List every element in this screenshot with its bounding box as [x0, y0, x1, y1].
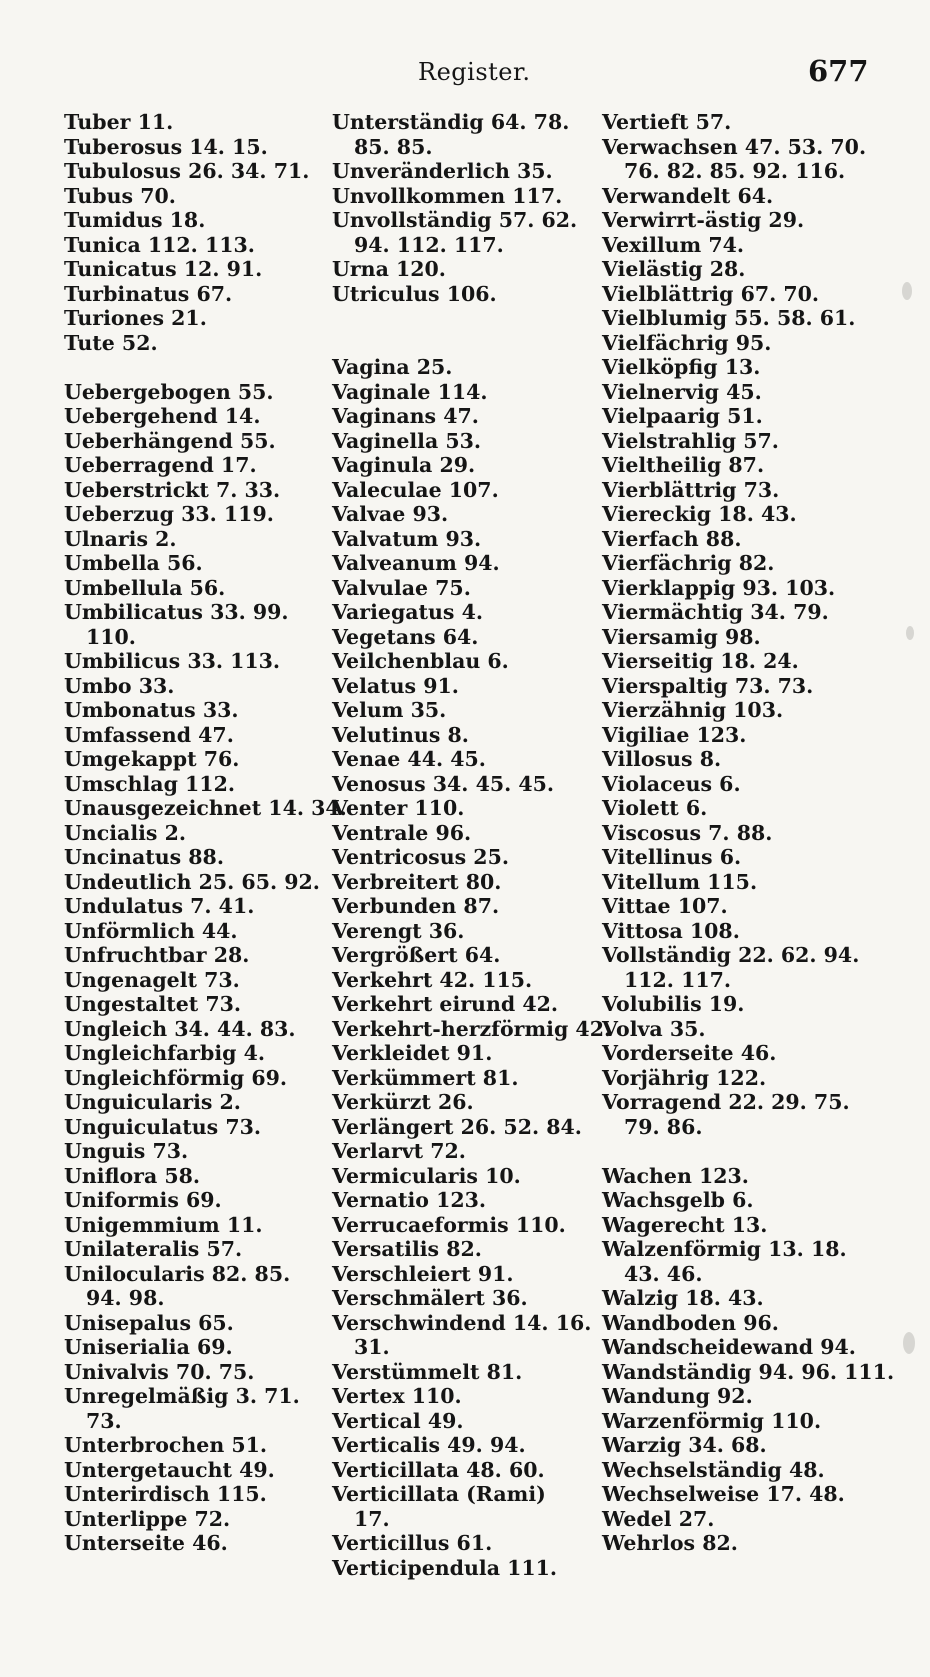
- index-entry: Umgekappt 76.: [64, 747, 240, 771]
- index-entry: Vertieft 57.: [602, 110, 732, 134]
- index-entry: Wandscheidewand 94.: [602, 1335, 856, 1359]
- index-entry: 76. 82. 85. 92. 116.: [624, 159, 846, 183]
- index-entry: Vertical 49.: [332, 1408, 464, 1433]
- index-entry: Vierzähnig 103.: [602, 698, 784, 722]
- index-entry: Vexillum 74.: [602, 232, 745, 257]
- index-entry: Unveränderlich 35.: [332, 159, 553, 183]
- index-entry: Ungleichfarbig 4.: [64, 1041, 266, 1065]
- index-entry: Unilocularis 82. 85.: [64, 1261, 291, 1286]
- index-entry: Tuber 11.: [64, 110, 174, 134]
- index-entry: Unvollkommen 117.: [332, 183, 563, 208]
- index-entry: Unterirdisch 115.: [64, 1482, 267, 1506]
- index-entry: Verlarvt 72.: [332, 1139, 466, 1163]
- index-entry: Tubus 70.: [64, 183, 176, 208]
- index-entry: Undeutlich 25. 65. 92.: [64, 869, 320, 894]
- index-entry: Venter 110.: [332, 796, 465, 820]
- index-entry: Umfassend 47.: [64, 722, 234, 747]
- index-entry: Ventricosus 25.: [332, 845, 509, 869]
- index-column-2: [332, 110, 612, 1580]
- index-entry: Ungenagelt 73.: [64, 967, 240, 992]
- page-header: [0, 52, 930, 92]
- index-entry: Unvollständig 57. 62.: [332, 208, 578, 232]
- section-gap: [64, 355, 339, 380]
- index-entry: Uebergebogen 55.: [64, 379, 274, 404]
- index-entry: Uniformis 69.: [64, 1188, 222, 1212]
- section-gap: [602, 1139, 902, 1164]
- index-entry: Verlängert 26. 52. 84.: [332, 1114, 582, 1139]
- index-entry: Vaginans 47.: [332, 404, 479, 428]
- index-entry: 85. 85.: [354, 134, 433, 159]
- index-entry: Unguicularis 2.: [64, 1090, 241, 1114]
- index-entry: Ueberhängend 55.: [64, 428, 276, 453]
- index-entry: Verschleiert 91.: [332, 1261, 514, 1286]
- index-entry: Vorragend 22. 29. 75.: [602, 1090, 850, 1114]
- index-entry: Uebergehend 14.: [64, 404, 261, 428]
- index-entry: Vierblättrig 73.: [602, 477, 780, 502]
- index-entry: Warzig 34. 68.: [602, 1433, 767, 1457]
- index-entry: Vielnervig 45.: [602, 379, 762, 404]
- index-entry: Uniflora 58.: [64, 1163, 201, 1188]
- index-entry: Verbreitert 80.: [332, 869, 502, 894]
- page-number: 677: [808, 54, 869, 88]
- index-entry: Vorjährig 122.: [602, 1065, 767, 1090]
- index-entry: Unigemmium 11.: [64, 1212, 263, 1237]
- index-entry: Wagerecht 13.: [602, 1212, 768, 1237]
- index-column-1: [64, 110, 347, 1556]
- index-entry: 94. 112. 117.: [354, 232, 504, 257]
- index-entry: Turiones 21.: [64, 306, 207, 330]
- index-entry: Vielblättrig 67. 70.: [602, 281, 820, 306]
- index-entry: Vielblumig 55. 58. 61.: [602, 306, 856, 330]
- index-entry: Vegetans 64.: [332, 624, 479, 649]
- index-entry: Wachen 123.: [602, 1163, 749, 1188]
- index-entry: Ueberstrickt 7. 33.: [64, 477, 281, 502]
- index-entry: Tumidus 18.: [64, 208, 206, 232]
- index-entry: Uncialis 2.: [64, 820, 186, 845]
- index-entry: Untergetaucht 49.: [64, 1457, 275, 1482]
- index-entry: Vierfach 88.: [602, 526, 742, 551]
- index-entry: Wandung 92.: [602, 1384, 753, 1408]
- index-entry: 43. 46.: [624, 1261, 703, 1286]
- index-entry: Venosus 34. 45. 45.: [332, 771, 555, 796]
- index-entry: Utriculus 106.: [332, 281, 497, 306]
- index-entry: Verkümmert 81.: [332, 1065, 519, 1090]
- index-entry: Verwachsen 47. 53. 70.: [602, 134, 867, 159]
- index-entry: Verticillus 61.: [332, 1531, 493, 1555]
- index-entry: Veilchenblau 6.: [332, 649, 509, 673]
- index-entry: Valvae 93.: [332, 502, 449, 526]
- index-entry: Vielköpfig 13.: [602, 355, 761, 379]
- index-entry: Unterlippe 72.: [64, 1506, 231, 1531]
- index-entry: Viersamig 98.: [602, 624, 761, 649]
- index-entry: Verticillata (Rami): [332, 1482, 546, 1506]
- index-entry: Tute 52.: [64, 330, 158, 355]
- index-entry: Verrucaeformis 110.: [332, 1212, 566, 1237]
- index-entry: Wechselständig 48.: [602, 1457, 825, 1482]
- index-entry: Tunicatus 12. 91.: [64, 257, 263, 281]
- index-entry: Valvulae 75.: [332, 575, 471, 600]
- index-entry: Versatilis 82.: [332, 1237, 482, 1261]
- index-entry: Unguis 73.: [64, 1139, 189, 1163]
- index-entry: Vergrößert 64.: [332, 943, 501, 967]
- index-entry: Ungestaltet 73.: [64, 992, 242, 1016]
- index-entry: Villosus 8.: [602, 747, 722, 771]
- section-gap: [332, 306, 612, 331]
- index-entry: Vierklappig 93. 103.: [602, 575, 836, 600]
- index-entry: Vierfächrig 82.: [602, 551, 775, 575]
- index-entry: Vitellum 115.: [602, 869, 758, 894]
- index-entry: Volva 35.: [602, 1016, 706, 1041]
- index-entry: 17.: [354, 1506, 390, 1531]
- index-entry: Vieltheilig 87.: [602, 453, 765, 477]
- index-entry: Verwirrt-ästig 29.: [602, 208, 805, 232]
- index-entry: Violett 6.: [602, 796, 708, 820]
- index-entry: Volubilis 19.: [602, 992, 745, 1016]
- index-entry: Vagina 25.: [332, 355, 453, 379]
- index-entry: Verschmälert 36.: [332, 1286, 528, 1310]
- index-entry: Umbonatus 33.: [64, 698, 239, 722]
- index-entry: Verkleidet 91.: [332, 1041, 493, 1065]
- index-entry: Verticipendula 111.: [332, 1555, 558, 1580]
- index-entry: Umschlag 112.: [64, 771, 235, 796]
- index-entry: Viermächtig 34. 79.: [602, 600, 829, 624]
- index-entry: Urna 120.: [332, 257, 446, 281]
- index-entry: Verkürzt 26.: [332, 1090, 474, 1114]
- running-title: Register.: [418, 58, 531, 86]
- index-entry: Wechselweise 17. 48.: [602, 1482, 845, 1506]
- index-entry: Vielpaarig 51.: [602, 404, 763, 428]
- index-entry: Valvatum 93.: [332, 526, 482, 551]
- index-entry: Verkehrt-herzförmig 42.: [332, 1016, 612, 1041]
- paper-speck: [903, 1332, 915, 1354]
- index-entry: Unterbrochen 51.: [64, 1433, 268, 1457]
- index-entry: Vollständig 22. 62. 94.: [602, 943, 860, 967]
- index-entry: Vittosa 108.: [602, 918, 740, 943]
- index-entry: Valeculae 107.: [332, 477, 499, 502]
- index-entry: 112. 117.: [624, 967, 731, 992]
- index-entry: Venae 44. 45.: [332, 747, 486, 771]
- index-entry: Unterseite 46.: [64, 1531, 228, 1555]
- index-entry: Unfruchtbar 28.: [64, 943, 250, 967]
- index-entry: Vernatio 123.: [332, 1188, 487, 1212]
- index-entry: Verkehrt 42. 115.: [332, 967, 533, 992]
- index-entry: Verkehrt eirund 42.: [332, 992, 559, 1016]
- index-entry: Verticalis 49. 94.: [332, 1433, 526, 1457]
- index-entry: Wandboden 96.: [602, 1310, 779, 1335]
- index-column-3: [602, 110, 902, 1556]
- index-entry: 31.: [354, 1335, 390, 1359]
- index-entry: Undulatus 7. 41.: [64, 894, 255, 918]
- section-gap: [332, 331, 612, 356]
- index-entry: Velutinus 8.: [332, 722, 469, 747]
- index-entry: Umbo 33.: [64, 673, 175, 698]
- index-entry: Vigiliae 123.: [602, 722, 747, 747]
- index-entry: Wehrlos 82.: [602, 1531, 738, 1555]
- index-entry: Unausgezeichnet 14. 34.: [64, 796, 347, 820]
- index-entry: Unguiculatus 73.: [64, 1114, 261, 1139]
- index-entry: 79. 86.: [624, 1114, 703, 1139]
- index-entry: 94. 98.: [86, 1286, 165, 1310]
- index-entry: Vaginella 53.: [332, 428, 482, 453]
- index-entry: Umbella 56.: [64, 551, 203, 575]
- index-entry: Tunica 112. 113.: [64, 232, 255, 257]
- index-entry: Ueberragend 17.: [64, 453, 257, 477]
- index-entry: Unterständig 64. 78.: [332, 110, 570, 134]
- paper-speck: [902, 282, 912, 300]
- index-entry: Vertex 110.: [332, 1384, 462, 1408]
- index-entry: Verticillata 48. 60.: [332, 1457, 545, 1482]
- index-entry: Vielfächrig 95.: [602, 330, 772, 355]
- index-entry: Walzig 18. 43.: [602, 1286, 764, 1310]
- index-entry: Verwandelt 64.: [602, 183, 774, 208]
- index-entry: Umbilicatus 33. 99.: [64, 600, 289, 624]
- index-entry: Umbilicus 33. 113.: [64, 649, 281, 673]
- index-entry: Viereckig 18. 43.: [602, 502, 797, 526]
- index-entry: 73.: [86, 1408, 122, 1433]
- index-entry: Verbunden 87.: [332, 894, 500, 918]
- index-entry: Wandständig 94. 96. 111.: [602, 1359, 895, 1384]
- index-entry: Umbellula 56.: [64, 575, 226, 600]
- index-entry: Uncinatus 88.: [64, 845, 224, 869]
- index-entry: Vermicularis 10.: [332, 1163, 521, 1188]
- index-entry: Unregelmäßig 3. 71.: [64, 1384, 300, 1408]
- index-entry: Unilateralis 57.: [64, 1237, 243, 1261]
- index-entry: Verstümmelt 81.: [332, 1359, 523, 1384]
- index-entry: Vittae 107.: [602, 894, 728, 918]
- index-entry: Turbinatus 67.: [64, 281, 233, 306]
- index-entry: Verschwindend 14. 16.: [332, 1310, 592, 1335]
- index-entry: Verengt 36.: [332, 918, 465, 943]
- index-entry: Ueberzug 33. 119.: [64, 502, 274, 526]
- index-entry: Wachsgelb 6.: [602, 1188, 754, 1212]
- index-entry: Wedel 27.: [602, 1506, 715, 1531]
- index-entry: Ungleich 34. 44. 83.: [64, 1016, 296, 1041]
- paper-speck: [906, 626, 914, 640]
- index-entry: 110.: [86, 624, 136, 649]
- index-entry: Vielästig 28.: [602, 257, 746, 281]
- index-entry: Ungleichförmig 69.: [64, 1065, 288, 1090]
- index-entry: Tubulosus 26. 34. 71.: [64, 159, 310, 183]
- index-entry: Variegatus 4.: [332, 600, 484, 624]
- index-entry: Vaginula 29.: [332, 453, 476, 477]
- index-entry: Vierspaltig 73. 73.: [602, 673, 814, 698]
- index-entry: Valveanum 94.: [332, 551, 500, 575]
- index-entry: Vitellinus 6.: [602, 845, 742, 869]
- index-entry: Ulnaris 2.: [64, 526, 177, 551]
- index-entry: Velatus 91.: [332, 673, 459, 698]
- index-entry: Walzenförmig 13. 18.: [602, 1237, 847, 1261]
- index-entry: Vaginale 114.: [332, 379, 488, 404]
- index-entry: Vielstrahlig 57.: [602, 428, 779, 453]
- index-entry: Viscosus 7. 88.: [602, 820, 773, 845]
- index-entry: Univalvis 70. 75.: [64, 1359, 255, 1384]
- index-entry: Vorderseite 46.: [602, 1041, 777, 1065]
- index-entry: Violaceus 6.: [602, 771, 741, 796]
- index-entry: Warzenförmig 110.: [602, 1408, 822, 1433]
- index-entry: Unisepalus 65.: [64, 1310, 234, 1335]
- index-entry: Uniserialia 69.: [64, 1335, 233, 1359]
- index-entry: Ventrale 96.: [332, 820, 472, 845]
- index-entry: Unförmlich 44.: [64, 918, 238, 943]
- index-entry: Tuberosus 14. 15.: [64, 134, 268, 159]
- index-entry: Vierseitig 18. 24.: [602, 649, 799, 673]
- index-entry: Velum 35.: [332, 698, 447, 722]
